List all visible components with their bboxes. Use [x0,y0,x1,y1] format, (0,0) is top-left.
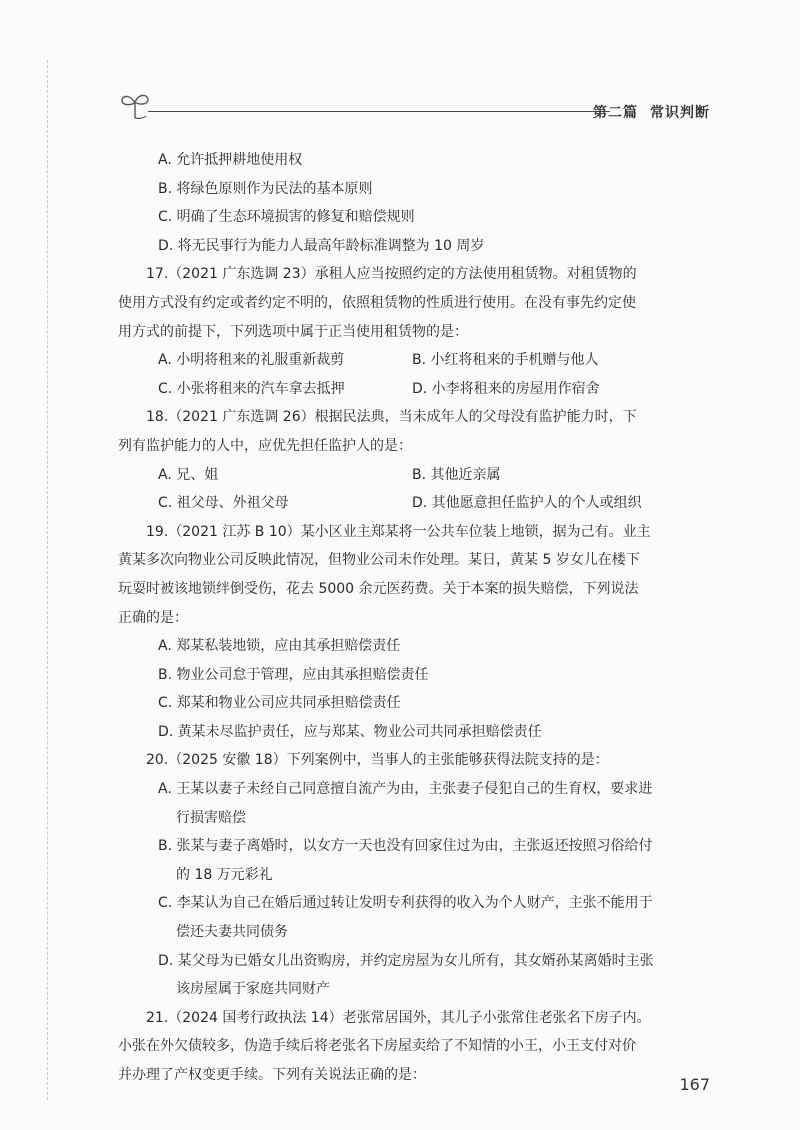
q17-options-row [118,375,713,404]
q20-option-d-cont: 该房屋属于家庭共同财产 [176,981,330,998]
q20-option-c-cont: 偿还夫妻共同债务 [176,924,288,941]
q16-option-a: A. 允许抵押耕地使用权 [158,152,303,168]
q20-stem-line: 20.（2025 安徽 18）下列案例中，当事人的主张能够获得法院支持的是： [146,752,609,769]
q19-option-a: A. 郑某私装地锁，应由其承担赔偿责任 [158,638,401,655]
q18-options-row [118,461,713,490]
question-content [118,146,713,1090]
chapter-title [593,102,710,122]
q18-option-b: B. 其他近亲属 [412,466,501,483]
q17-option-d: D. 小李将租来的房屋用作宿舍 [412,380,600,397]
q18-options-row [118,489,713,518]
q17-option-a: A. 小明将租来的礼服重新裁剪 [158,352,345,369]
q19-option-b: B. 物业公司怠于管理，应由其承担赔偿责任 [158,666,429,683]
q20-option-a: A. 王某以妻子未经自己同意擅自流产为由，主张妻子侵犯自己的生育权，要求进 [158,781,653,798]
q19-stem-line: 正确的是： [118,609,188,626]
binding-margin-line [47,60,48,1100]
q19-stem-line: 19.（2021 江苏 B 10）某小区业主郑某将一公共车位装上地锁，据为己有。业主 [146,523,651,540]
q19-option-d: D. 黄某未尽监护责任，应与郑某、物业公司共同承担赔偿责任 [158,723,542,740]
q20-option-c: C. 李某认为自己在婚后通过转让发明专利获得的收入为个人财产，主张不能用于 [158,895,653,912]
q18-option-c: C. 祖父母、外祖父母 [158,495,289,512]
q21-stem-line: 并办理了产权变更手续。下列有关说法正确的是： [118,1067,426,1083]
q17-stem-line: 用方式的前提下，下列选项中属于正当使用租赁物的是： [118,323,468,340]
q16-option-d: D. 将无民事行为能力人最高年龄标准调整为 10 周岁 [158,237,485,254]
chapter-part: 第二篇 [593,105,638,121]
q17-stem-line: 17.（2021 广东选调 23）承租人应当按照约定的方法使用租赁物。对租赁物的 [146,266,637,283]
q17-option-c: C. 小张将租来的汽车拿去抵押 [158,380,345,397]
q21-stem-line: 21.（2024 国考行政执法 14）老张常居国外，其儿子小张常住老张名下房子内。 [146,1009,651,1026]
q20-option-b-cont: 的 18 万元彩礼 [176,866,273,883]
q20-option-d: D. 某父母为已婚女儿出资购房，并约定房屋为女儿所有，其女婿孙某离婚时主张 [158,952,654,969]
q17-stem-line: 使用方式没有约定或者约定不明的，依照租赁物的性质进行使用。在没有事先约定使 [118,294,636,311]
q19-option-c: C. 郑某和物业公司应共同承担赔偿责任 [158,695,401,712]
q16-option-c: C. 明确了生态环境损害的修复和赔偿规则 [158,209,415,226]
header-rule [148,111,610,112]
q18-option-d: D. 其他愿意担任监护人的个人或组织 [412,495,642,512]
q19-stem-line: 玩耍时被该地锁绊倒受伤，花去 5000 余元医药费。关于本案的损失赔偿，下列说法 [118,580,639,597]
page-number: 167 [679,1075,710,1094]
q18-stem-line: 18.（2021 广东选调 26）根据民法典，当未成年人的父母没有监护能力时，下 [146,409,637,426]
chapter-section: 常识判断 [650,105,710,121]
sprout-icon [118,88,152,122]
q21-stem-line: 小张在外欠债较多，伪造手续后将老张名下房屋卖给了不知情的小王，小王支付对价 [118,1038,636,1055]
q18-stem-line: 列有监护能力的人中，应优先担任监护人的是： [118,437,412,454]
q20-option-b: B. 张某与妻子离婚时，以女方一天也没有回家住过为由，主张返还按照习俗给付 [158,838,653,855]
q17-option-b: B. 小红将租来的手机赠与他人 [412,352,599,369]
page-header [118,88,710,128]
q18-option-a: A. 兄、姐 [158,466,219,483]
q16-option-b: B. 将绿色原则作为民法的基本原则 [158,180,373,197]
q19-stem-line: 黄某多次向物业公司反映此情况，但物业公司未作处理。某日，黄某 5 岁女儿在楼下 [118,552,640,569]
q17-options-row [118,346,713,375]
q20-option-a-cont: 行损害赔偿 [176,809,246,826]
